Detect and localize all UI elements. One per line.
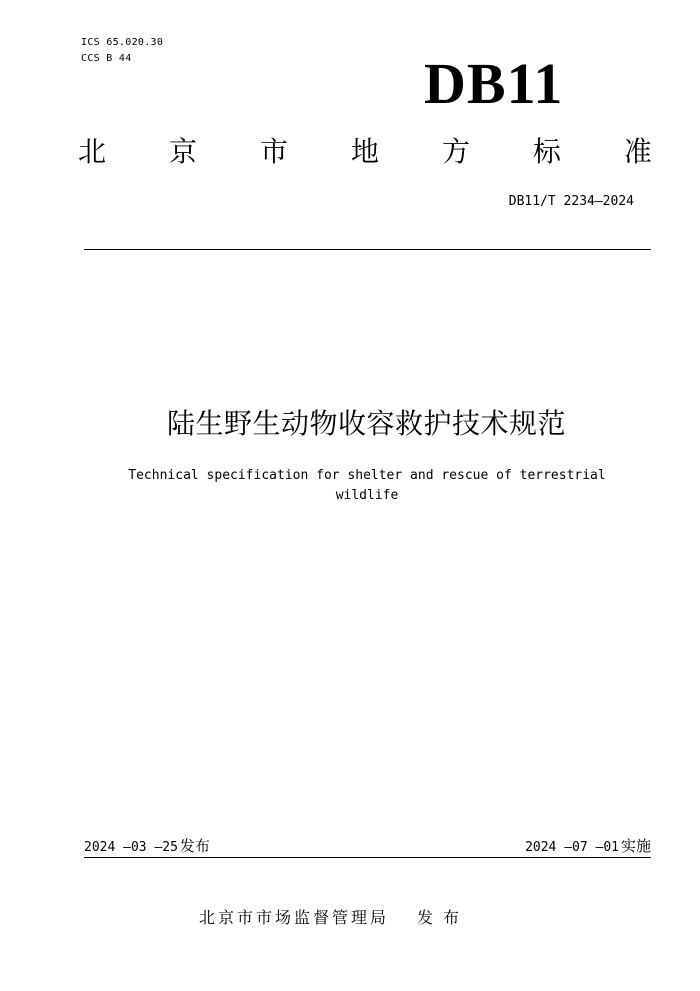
issuer-char: 北: [78, 135, 107, 168]
publisher-line: [199, 905, 469, 928]
ics-code: ICS 65.020.30: [81, 37, 164, 48]
implementation-date: 2024 —07 —01: [525, 840, 619, 855]
publish-label: 发布: [417, 908, 470, 927]
footer-divider: [84, 857, 651, 858]
issuer-char: 准: [623, 135, 652, 168]
release-label: 发布: [179, 837, 210, 855]
issuer-char: 京: [168, 135, 197, 168]
implementation-date-line: [525, 837, 651, 857]
db11-logo: DB11: [424, 51, 564, 116]
publishing-authority: 北京市市场监督管理局: [199, 908, 390, 927]
issuer-char: 方: [441, 135, 470, 168]
issuer-heading: [78, 136, 652, 168]
issuer-char: 市: [259, 135, 288, 168]
standard-number: DB11/T 2234—2024: [508, 194, 634, 209]
document-title-chinese: 陆生野生动物收容救护技术规范: [166, 407, 566, 440]
ccs-code: CCS B 44: [81, 53, 132, 64]
implementation-label: 实施: [620, 837, 651, 855]
issuer-char: 标: [532, 135, 561, 168]
header-divider: [84, 249, 651, 250]
document-title-english: Technical specification for shelter and rescue of terrestrial wildlife: [128, 468, 606, 503]
release-date-line: [84, 837, 210, 857]
release-date: 2024 —03 —25: [84, 840, 178, 855]
issuer-char: 地: [350, 135, 379, 168]
